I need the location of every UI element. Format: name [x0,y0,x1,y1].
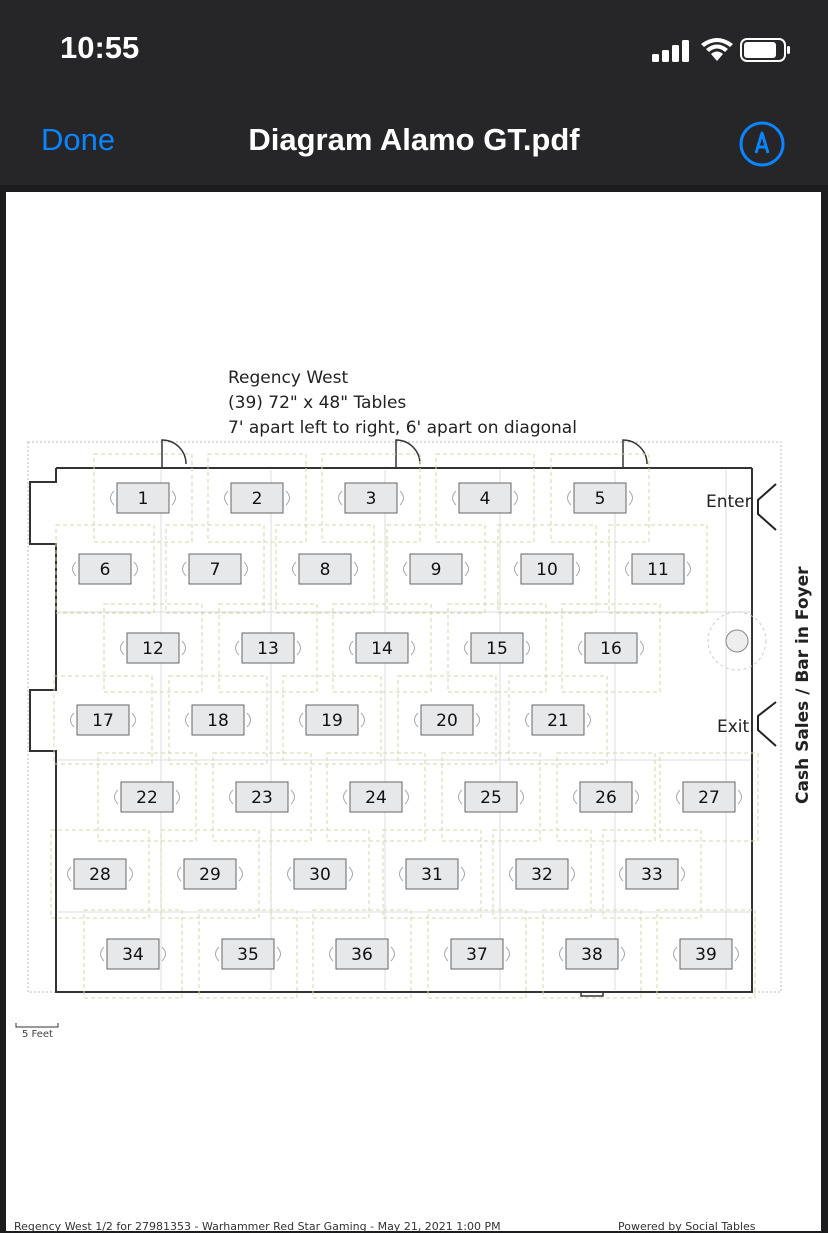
table-number: 35 [237,945,259,965]
table-number: 26 [595,788,617,808]
table-number: 10 [536,560,558,580]
table-number: 22 [136,788,158,808]
wifi-icon [700,36,734,62]
table-number: 6 [99,560,111,580]
spacing-note: 7' apart left to right, 6' apart on diagonal [228,418,577,438]
scale-label: 5 Feet [22,1029,53,1040]
table-number: 38 [581,945,603,965]
table-25 [442,753,540,841]
table-number: 29 [199,865,221,885]
table-number: 12 [142,639,164,659]
table-23 [213,753,311,841]
table-29 [161,830,259,918]
cellular-signal-icon [652,40,690,62]
table-37 [428,910,526,998]
table-32 [493,830,591,918]
table-number: 1 [137,489,149,509]
table-number: 18 [207,711,229,731]
table-number: 11 [647,560,669,580]
foyer-label: Cash Sales / Bar in Foyer [793,566,813,804]
table-12 [104,604,202,692]
done-button[interactable]: Done [41,122,116,157]
table-19 [283,676,381,764]
table-number: 2 [251,489,263,509]
status-time: 10:55 [60,30,140,65]
table-22 [98,753,196,841]
table-8 [276,525,374,613]
table-number: 7 [209,560,221,580]
table-number: 3 [365,489,377,509]
table-number: 14 [371,639,393,659]
table-number: 20 [436,711,458,731]
table-36 [313,910,411,998]
markup-pen-icon[interactable] [738,120,786,168]
table-16 [562,604,660,692]
room-walls [30,468,752,992]
document-title: Diagram Alamo GT.pdf [248,122,580,157]
table-38 [543,910,641,998]
table-number: 15 [486,639,508,659]
table-number: 36 [351,945,373,965]
scale-bar [16,1023,58,1027]
footer-info: Regency West 1/2 for 27981353 - Warhammer Red Star Gaming - May 21, 2021 1:00 PM [14,1220,501,1233]
table-17 [54,676,152,764]
table-7 [166,525,264,613]
table-number: 13 [257,639,279,659]
table-33 [603,830,701,918]
footer-credit: Powered by Social Tables [618,1220,756,1233]
table-number: 30 [309,865,331,885]
table-10 [498,525,596,613]
enter-label: Enter [706,492,752,512]
table-11 [609,525,707,613]
exit-label: Exit [717,717,750,737]
table-26 [557,753,655,841]
table-18 [169,676,267,764]
table-6 [56,525,154,613]
table-35 [199,910,297,998]
table-31 [383,830,481,918]
table-number: 37 [466,945,488,965]
table-number: 33 [641,865,663,885]
table-27 [660,753,758,841]
table-number: 32 [531,865,553,885]
battery-icon [740,38,792,62]
side-doors [758,484,776,746]
floor-plan-diagram [6,192,821,1231]
table-number: 28 [89,865,111,885]
tables-layer [51,454,758,998]
table-number: 19 [321,711,343,731]
status-bar [0,0,828,100]
table-number: 17 [92,711,114,731]
table-number: 16 [600,639,622,659]
room-name: Regency West [228,368,349,388]
table-number: 31 [421,865,443,885]
table-30 [271,830,369,918]
table-number: 9 [430,560,442,580]
table-number: 24 [365,788,387,808]
table-24 [327,753,425,841]
table-39 [657,910,755,998]
table-34 [84,910,182,998]
table-number: 4 [479,489,491,509]
table-number: 8 [319,560,331,580]
table-20 [398,676,496,764]
table-15 [448,604,546,692]
table-21 [509,676,607,764]
table-number: 39 [695,945,717,965]
pdf-page [6,192,821,1231]
table-14 [333,604,431,692]
table-13 [219,604,317,692]
table-number: 23 [251,788,273,808]
table-number: 34 [122,945,144,965]
table-number: 5 [594,489,606,509]
pillar [726,630,748,652]
tables-note: (39) 72" x 48" Tables [228,393,407,413]
table-number: 21 [547,711,569,731]
table-number: 27 [698,788,720,808]
grid-lines [58,470,750,990]
table-28 [51,830,149,918]
table-number: 25 [480,788,502,808]
